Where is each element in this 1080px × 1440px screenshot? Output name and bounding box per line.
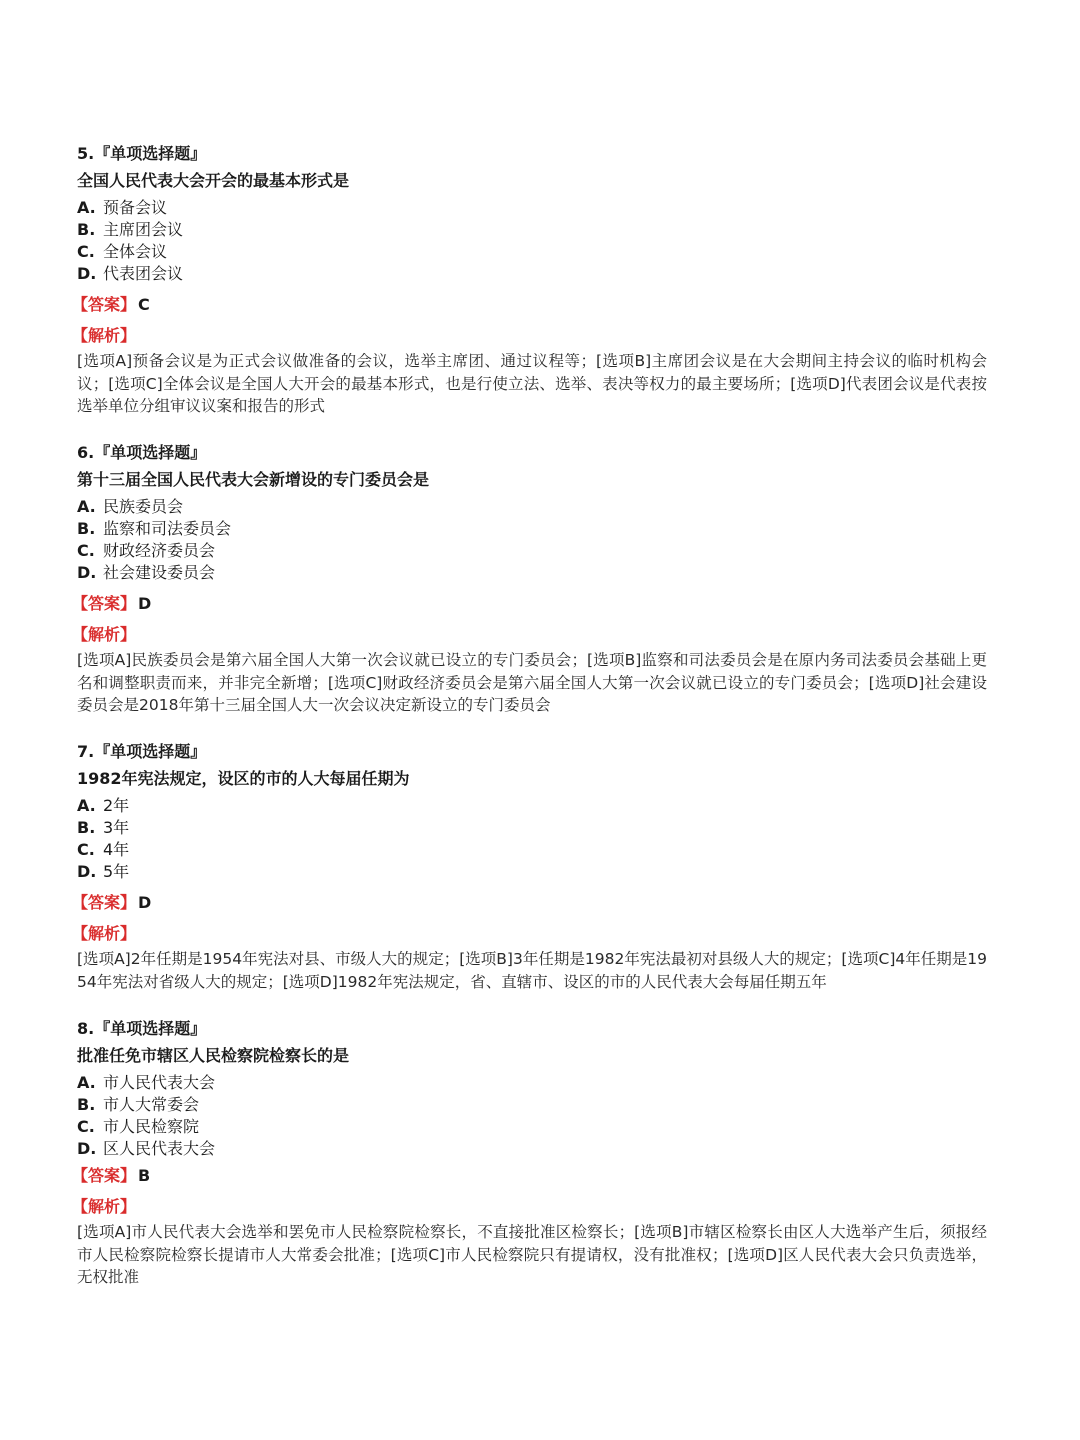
- option-text: 市人民检察院: [103, 1117, 200, 1136]
- option-letter: B.: [77, 818, 96, 837]
- option-text: 主席团会议: [103, 220, 184, 239]
- option-list: [77, 496, 987, 584]
- option-letter: C.: [77, 242, 95, 261]
- option-text: 社会建设委员会: [103, 563, 216, 582]
- analysis-heading: [72, 923, 987, 945]
- question-7: [72, 741, 987, 993]
- option-text: 2年: [103, 796, 130, 815]
- question-heading: 7.『单项选择题』: [77, 742, 207, 761]
- answer-tag: 【答案】: [72, 893, 137, 912]
- option-text: 市人大常委会: [103, 1095, 200, 1114]
- option-a: [77, 496, 987, 518]
- option-a: [77, 197, 987, 219]
- question-8: [72, 1018, 987, 1289]
- option-d: [77, 1138, 987, 1160]
- question-stem: 批准任免市辖区人民检察院检察长的是: [77, 1046, 350, 1065]
- question-heading: 5.『单项选择题』: [77, 144, 207, 163]
- option-b: [77, 1094, 987, 1116]
- option-text: 监察和司法委员会: [103, 519, 232, 538]
- answer-value: B: [138, 1166, 151, 1185]
- option-a: [77, 795, 987, 817]
- answer-value: D: [138, 893, 152, 912]
- option-text: 3年: [103, 818, 130, 837]
- option-c: [77, 839, 987, 861]
- answer-tag: 【答案】: [72, 594, 137, 613]
- answer-line: [72, 294, 987, 316]
- question-heading: 8.『单项选择题』: [77, 1019, 207, 1038]
- option-d: [77, 861, 987, 883]
- answer-tag: 【答案】: [72, 295, 137, 314]
- option-letter: C.: [77, 840, 95, 859]
- option-c: [77, 241, 987, 263]
- option-list: [77, 1072, 987, 1160]
- option-letter: B.: [77, 1095, 96, 1114]
- option-d: [77, 263, 987, 285]
- answer-line: [72, 593, 987, 615]
- option-text: 5年: [103, 862, 130, 881]
- option-c: [77, 540, 987, 562]
- option-letter: D.: [77, 1139, 97, 1158]
- option-b: [77, 219, 987, 241]
- option-letter: B.: [77, 220, 96, 239]
- analysis-text: [选项A]预备会议是为正式会议做准备的会议，选举主席团、通过议程等；[选项B]主席团会议是在大会期间主持会议的临时机构会议；[选项C]全体会议是全国人大开会的最基本形式，也是行使立法、选举、表决等权力的最主要场所；[选项D]代表团会议是代表按选举单位分组审议议案和报告的形式: [77, 352, 987, 415]
- option-a: [77, 1072, 987, 1094]
- answer-value: D: [138, 594, 152, 613]
- option-letter: D.: [77, 264, 97, 283]
- option-letter: A.: [77, 198, 96, 217]
- option-d: [77, 562, 987, 584]
- question-6: [72, 442, 987, 717]
- option-text: 区人民代表大会: [103, 1139, 216, 1158]
- option-text: 市人民代表大会: [103, 1073, 216, 1092]
- option-list: [77, 795, 987, 883]
- option-b: [77, 817, 987, 839]
- analysis-heading: [72, 325, 987, 347]
- analysis-text: [选项A]市人民代表大会选举和罢免市人民检察院检察长，不直接批准区检察长；[选项B]市辖区检察长由区人大选举产生后，须报经市人民检察院检察长提请市人大常委会批准；[选项C]市人民检察院只有提请权，没有批准权；[选项D]区人民代表大会只负责选举，无权批准: [77, 1223, 987, 1286]
- option-letter: A.: [77, 497, 96, 516]
- option-text: 全体会议: [103, 242, 168, 261]
- option-text: 4年: [103, 840, 130, 859]
- option-text: 民族委员会: [103, 497, 184, 516]
- option-letter: C.: [77, 1117, 95, 1136]
- analysis-tag: 【解析】: [72, 924, 137, 943]
- option-text: 财政经济委员会: [103, 541, 216, 560]
- analysis-tag: 【解析】: [72, 1197, 137, 1216]
- option-letter: A.: [77, 796, 96, 815]
- answer-tag: 【答案】: [72, 1166, 137, 1185]
- analysis-heading: [72, 624, 987, 646]
- analysis-tag: 【解析】: [72, 326, 137, 345]
- question-heading: 6.『单项选择题』: [77, 443, 207, 462]
- analysis-tag: 【解析】: [72, 625, 137, 644]
- option-letter: D.: [77, 862, 97, 881]
- answer-line: [72, 892, 987, 914]
- option-letter: A.: [77, 1073, 96, 1092]
- option-letter: B.: [77, 519, 96, 538]
- option-letter: C.: [77, 541, 95, 560]
- option-c: [77, 1116, 987, 1138]
- analysis-heading: [72, 1196, 987, 1218]
- analysis-text: [选项A]民族委员会是第六届全国人大第一次会议就已设立的专门委员会；[选项B]监察和司法委员会是在原内务司法委员会基础上更名和调整职责而来，并非完全新增；[选项C]财政经济委员会是第六届全国人大第一次会议就已设立的专门委员会；[选项D]社会建设委员会是2018年第十三届全国人大一次会议决定新设立的专门委员会: [77, 651, 987, 714]
- option-text: 代表团会议: [103, 264, 184, 283]
- analysis-text: [选项A]2年任期是1954年宪法对县、市级人大的规定；[选项B]3年任期是1982年宪法最初对县级人大的规定；[选项C]4年任期是1954年宪法对省级人大的规定；[选项D]1982年宪法规定，省、直辖市、设区的市的人民代表大会每届任期五年: [77, 950, 987, 991]
- option-b: [77, 518, 987, 540]
- question-stem: 1982年宪法规定，设区的市的人大每届任期为: [77, 769, 410, 788]
- option-text: 预备会议: [103, 198, 168, 217]
- option-list: [77, 197, 987, 285]
- answer-line: [72, 1165, 987, 1187]
- option-letter: D.: [77, 563, 97, 582]
- question-stem: 第十三届全国人民代表大会新增设的专门委员会是: [77, 470, 430, 489]
- question-stem: 全国人民代表大会开会的最基本形式是: [77, 171, 350, 190]
- question-5: [72, 143, 987, 418]
- answer-value: C: [138, 295, 150, 314]
